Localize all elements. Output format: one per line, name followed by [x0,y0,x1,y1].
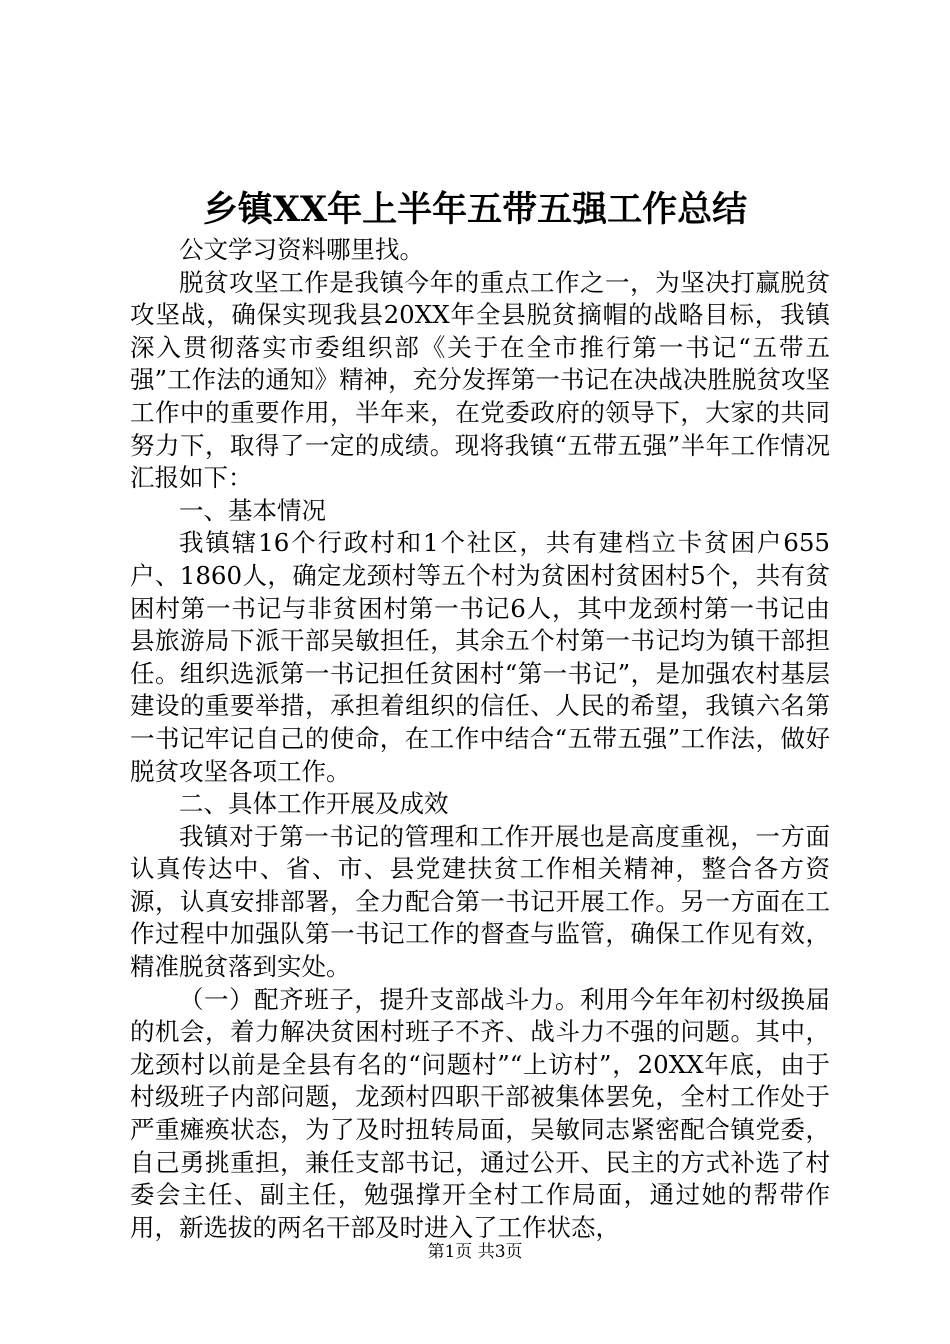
section-heading-basic-situation: 一、基本情况 [179,495,326,525]
page-footer: 第1页 共3页 [427,1242,523,1262]
paragraph-work-progress: 我镇对于第一书记的管理和工作开展也是高度重视，一方面认真传达中、省、市、县党建扶贫工作相关精神，整合各方资源，认真安排部署，全力配合第一书记开展工作。另一方面在工作过程中加强队第一书记工作的督查与监管，确保工作见有效，精准脱贫落到实处。 [130,821,830,982]
paragraph-overview: 脱贫攻坚工作是我镇今年的重点工作之一，为坚决打赢脱贫攻坚战，确保实现我县20XX年全县脱贫摘帽的战略目标，我镇深入贯彻落实市委组织部《关于在全市推行第一书记“五带五强”工作法的通知》精神，充分发挥第一书记在决战决胜脱贫攻坚工作中的重要作用，半年来，在党委政府的领导下，大家的共同努力下，取得了一定的成绩。现将我镇“五带五强”半年工作情况汇报如下： [130,267,830,493]
section-heading-work-progress: 二、具体工作开展及成效 [179,789,449,819]
paragraph-basic-situation: 我镇辖16个行政村和1个社区，共有建档立卡贫困户655户、1860人，确定龙颈村等五个村为贫困村贫困村5个，共有贫困村第一书记与非贫困村第一书记6人，其中龙颈村第一书记由县旅游局下派干部吴敏担任，其余五个村第一书记均为镇干部担任。组织选派第一书记担任贫困村“第一书记”，是加强农村基层建设的重要举措，承担着组织的信任、人民的希望，我镇六名第一书记牢记自己的使命，在工作中结合“五带五强”工作法，做好脱贫攻坚各项工作。 [130,528,830,786]
document-body [130,234,830,1244]
paragraph-intro: 公文学习资料哪里找。 [179,235,424,264]
paragraph-team-building: （一）配齐班子，提升支部战斗力。利用今年年初村级换届的机会，着力解决贫困村班子不齐、战斗力不强的问题。其中，龙颈村以前是全县有名的“问题村”“上访村”，20XX年底，由于村级班子内部问题，龙颈村四职干部被集体罢免，全村工作处于严重瘫痪状态，为了及时扭转局面，吴敏同志紧密配合镇党委，自己勇挑重担，兼任支部书记，通过公开、民主的方式补选了村委会主任、副主任，勉强撑开全村工作局面，通过她的帮带作用，新选拔的两名干部及时进入了工作状态， [130,984,830,1242]
document-title: 乡镇XX年上半年五带五强工作总结 [202,189,748,230]
